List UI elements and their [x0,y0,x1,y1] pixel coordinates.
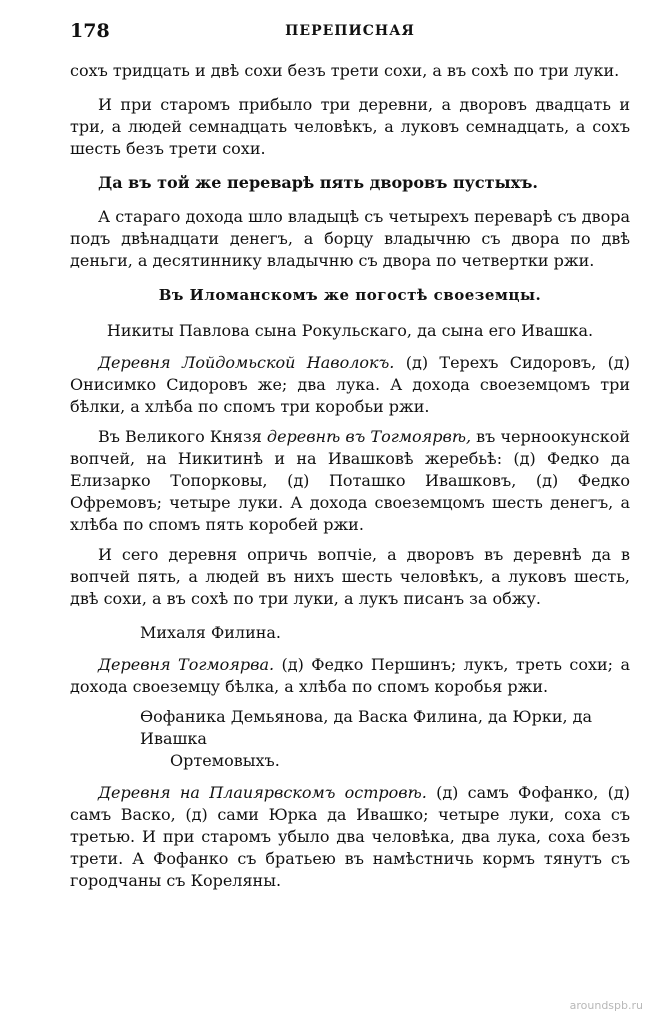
paragraph: И при старомъ прибыло три деревни, а дворовъ двадцать и три, а людей семнадцать человѣкъ, а луковъ семнадцать, а сохъ шесть безъ трети сохи. [70,95,630,158]
entry-text: въ черноокунской вопчей, на Никитинѣ и на Ивашковѣ жеребьѣ: (д) Федко да Елизарко Топорковы, (д) Поташко Ивашковъ, (д) Федко Офремовъ; четыре луки. А дохода своеземцомъ шесть денегъ, а хлѣба по спомъ пять коробей ржи. [70,427,631,534]
page-header [70,20,630,44]
watermark: aroundspb.ru [569,999,643,1012]
owner-heading [70,706,630,772]
entry-paragraph [70,352,630,418]
owner-line: Ѳофаника Демьянова, да Васка Филина, да Юрки, да Ивашка [140,707,593,748]
entry-text: (д) Федко Першинъ; лукъ, треть сохи; а дохода своеземцу бѣлка, а хлѣба по спомъ коробья ржи. [70,655,631,696]
page-body [70,60,630,900]
page-number: 178 [70,20,110,42]
paragraph: сохъ тридцать и двѣ сохи безъ трети сохи, а въ сохѣ по три луки. [70,61,620,80]
entry-lead: Въ Великого Князя [98,427,262,446]
village-name: Деревня на Плаиярвскомъ островѣ. [98,783,427,802]
running-title: ПЕРЕПИСНАЯ [285,23,415,39]
owner-heading: Никиты Павлова сына Рокульскаго, да сына его Ивашка. [106,321,594,340]
paragraph [70,172,630,194]
paragraph: И сего деревня опричь вопчіе, а дворовъ въ деревнѣ да в вопчей пять, а людей въ нихъ шесть человѣкъ, а луковъ шесть, двѣ сохи, а въ сохѣ по три луки, а лукъ писанъ за обжу. [70,545,630,608]
owner-heading: Михаля Филина. [140,623,282,642]
village-name: Деревня Тогмоярва. [98,655,275,674]
owner-line: Ортемовыхъ. [170,751,280,770]
bold-text: Да въ той же переварѣ пять дворовъ пустыхъ. [98,173,538,192]
paragraph: А стараго дохода шло владыцѣ съ четырехъ переварѣ съ двора подъ двѣнадцати денегъ, а борцу владычню съ двора по двѣ деньги, а десятиннику владычню съ двора по четвертки ржи. [70,207,630,270]
village-name: деревнѣ въ Тогмоярвѣ, [266,427,472,446]
entry-paragraph [70,654,630,698]
section-heading: Въ Иломанскомъ же погостѣ своеземцы. [158,286,542,304]
entry-text: (д) самъ Фофанко, (д) самъ Васко, (д) сами Юрка да Ивашко; четыре луки, соха съ третью. И при старомъ убыло два человѣка, два лука, соха безъ трети. А Фофанко съ братьею въ намѣстничь кормъ тянутъ съ городчаны съ Кореляны. [70,783,630,890]
entry-paragraph [70,782,630,892]
entry-text: (д) Терехъ Сидоровъ, (д) Онисимко Сидоровъ же; два лука. А дохода своеземцомъ три бѣлки, а хлѣба по спомъ три коробьи ржи. [70,353,631,416]
entry-paragraph [70,426,630,536]
village-name: Деревня Лойдомьской Наволокъ. [98,353,395,372]
